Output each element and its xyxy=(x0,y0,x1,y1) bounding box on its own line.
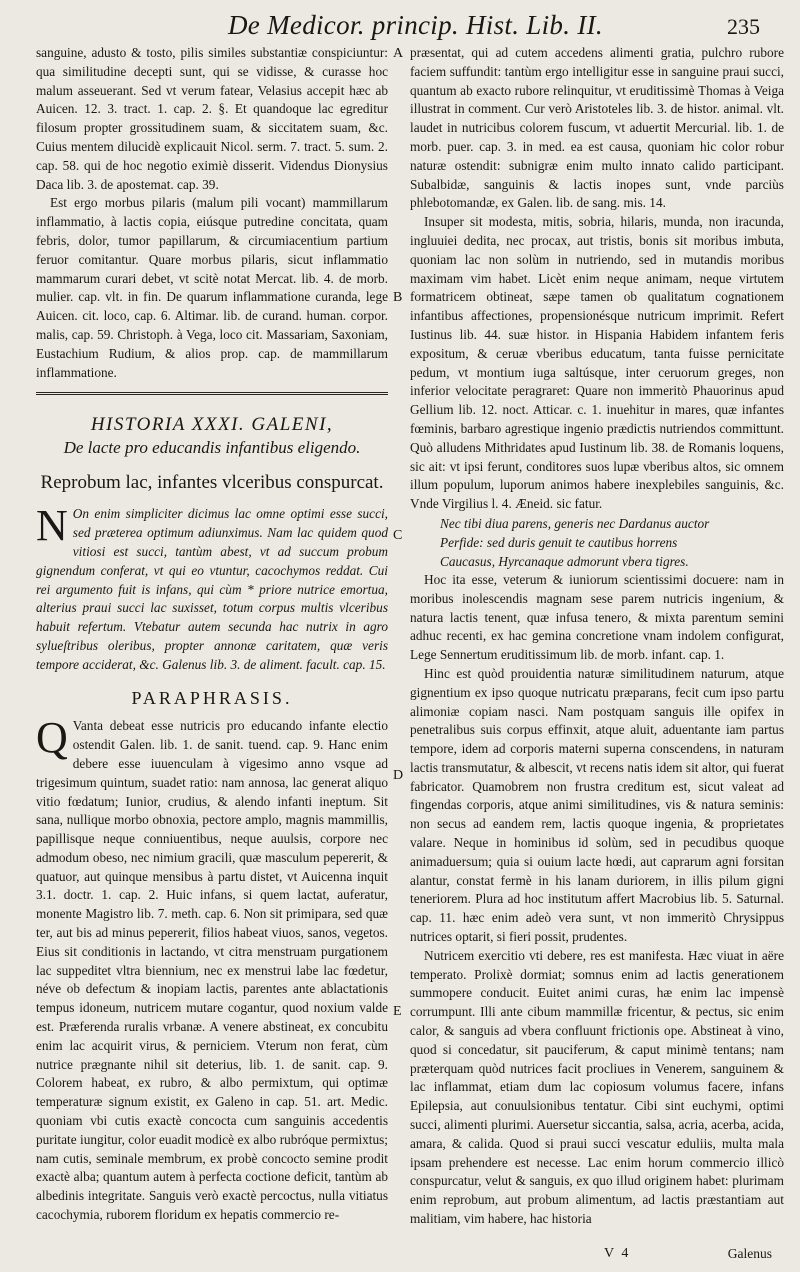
catchword: Galenus xyxy=(727,1246,772,1261)
running-head xyxy=(0,10,800,44)
margin-letter-c: C xyxy=(393,528,403,543)
galen-quote xyxy=(36,501,388,674)
verse-line: Caucasus, Hyrcanaque admorunt vbera tigres. xyxy=(440,553,689,569)
right-paragraph-3: Hoc ita esse, veterum & iuniorum scientissimi docuere: nam in moribus inolescendis magnam sese parem nutricis ingenium, & natura lactis tenent, quæ infusa tenero, & mixta parentum semini adhuc recenti, ex hac gemina concretione vnam indolem configurat, Lege Sennertum eruditissimum lib. de morb. infant. cap. 1. xyxy=(410,571,784,663)
right-paragraph-4: Hinc est quòd prouidentia naturæ similitudinem naturum, atque gignentium ex ipso quoque nutricatu præparans, fecit cum ipso partu alimoniæ copiam nasci. Nam postquam sanguis ille opifex in penetralibus suis corpus effinxit, atque aluit, aduentante iam partus tempore, idem ad corporis materni superna conscendens, in naturam lactis transmutatur, & albescit, vt recens natis idem sit altor, qui fuerat fabricator. Quamobrem non frustra creditum est, sicut valeat ad fingendas corporis, atque animi similitudines, vis & natura seminis: non secus ad eandem rem, lactis quoque ingenia, & proprietates valare. Neque in hominibus id solùm, sed in pecudibus quoque animaduersum; quia si ouium lacte hœdi, aut caprarum agni forsitan alantur, constat fermè in his lanam duriorem, in illis pilum gigni teneriorem. Plura ad hoc institutum affert Macrobius lib. 5. Saturnal. cap. 11. hæc enim adeò vera sunt, vt non immeritò Chrysippus nutrices optarit, si fieri possit, prudentes. xyxy=(410,665,784,945)
galen-quote-text: On enim simpliciter dicimus lac omne optimi esse succi, sed præterea optimum adiunximus. Nam lac quidem quod vitiosi est succi, tantùm abest, vt ad succum probum gignendum conferat, vt qui eo vtuntur, cacochymos reddat. Cui rei argumento fuit is infans, qui cùm * priore nutrice emortua, alterius praui succi lac suxisset, totum corpus multis vlceribus habuit refertum. Vtebatur autem secunda hac nutrix in agro sylueſtribus oleribus, propter annonæ caritatem, quæ veris tempore acciderat, &c. Galenus lib. 3. de aliment. facult. cap. 15. xyxy=(36,506,388,672)
paraphrasis-dropcap: Q xyxy=(36,713,68,763)
right-column xyxy=(410,44,784,1229)
page-number: 235 xyxy=(727,14,760,39)
margin-letter-b: B xyxy=(393,290,403,305)
lemma-heading: Reprobum lac, infantes vlceribus conspurcat. xyxy=(40,472,384,494)
margin-letter-d: D xyxy=(393,768,404,783)
historia-title: HISTORIA XXXI. GALENI, xyxy=(90,414,334,436)
right-paragraph-1: præsentat, qui ad cutem accedens alimenti gratia, pulchro rubore faciem suffundit: tantùm ergo intelligitur esse in sanguine praui succi, quantum ab exacto rubore relinquitur, vt eruditissimè Thomas à Veiga illustrat in comment. Cur verò Aristoteles lib. 3. de histor. animal. vlt. laudet in nutricibus colorem fuscum, vt aduertit Mercurial. lib. 1. de morb. puer. cap. 3. in med. ea est causa, quoniam hic color robur naturæ ostendit: subnigræ enim multo innato calido participant. Subalbidæ, sanguinis & lactis inopes sunt, vnde parciùs phlebotomandæ, ex Galen. lib. de sang. mis. 14. xyxy=(410,45,784,211)
right-paragraph-5: Nutricem exercitio vti debere, res est manifesta. Hæc viuat in aëre temperato. Prolixè dormiat; somnus enim ad lactis generationem summopere conducit. Euitet animi curas, hæ enim lac impensè corrumpunt. Illi ante cibum mammillæ fricentur, & pectus, sic enim calor, & sanguis ad vbera confluunt frictionis ope. Abstineat à vino, quod si concedatur, sit pauciferum, & caput minimè tentans; nam præterquam quòd nutrices facit procliues in Venerem, sanguinem & lac inflammat, etiam dum lac copiosum volumus facere, infans Epilepsia, aut conuulsionibus tentatur. Cibi sint euchymi, optimi succi, alimenti plurimi. Auersetur siccantia, salsa, acria, acerba, acida, amara, & calida. Quod si praui succi vescatur eduliis, multa mala ipsam prehendere est necesse. Lac enim horum commercio illicò conspurcatur, velut & sanguis, ex quo illud originem habet: plurimam enim reprobum, aut probum alimentum, ad lactis præstantiam aut malitiam, vim habere, hac historia xyxy=(410,947,784,1227)
running-title: De Medicor. princip. Hist. Lib. II. xyxy=(228,10,603,40)
verse-line: Nec tibi diua parens, generis nec Dardanus auctor xyxy=(440,515,710,531)
right-paragraph-2: Insuper sit modesta, mitis, sobria, hilaris, munda, non iracunda, ingluuiei dedita, nec procax, aut tristis, bonis sit moribus imbuta, quoniam lac non solùm in nutriendo, sed in mutandis moribus maximam vim habet. Licèt enim neque animam, neque virtutem formatricem obtineat, sæpe tamen ob qualitatum cognationem infantibus affectiones, propensionésque nutricum imprimit. Refert Iustinus lib. 44. suæ histor. in Hispania Habidem infantem feris expositum, & ceruæ vberibus educatum, tanta fuisse pernicitate pedum, vt montium iuga saltúsque, inter ceruorum greges, non inferior velocitate peragraret: Quare non immeritò Phauorinus apud Gellium lib. 12. noct. Atticar. c. 1. inuehitur in mares, quæ infantes fœminis, barbaro agrestique ingenio prædictis nutriendos committunt. Quò alludens Mithridates apud Iustinum lib. 38. de Romanis loquens, sic ait: vt ipsi ferunt, conditores suos lupæ vberibus altos, sic omnem illum populum, luporum animos habere inexplebiles sanguinis, &c. Vnde Virgilius l. 4. Æneid. sic fatur. xyxy=(410,214,784,512)
margin-letter-a: A xyxy=(393,46,404,61)
paraphrasis-text: Vanta debeat esse nutricis pro educando infante electio ostendit Galen. lib. 1. de sanit. tuend. cap. 9. Hanc enim debere esse iuuenculam à vigesimo anno vsque ad trigesimum quintum, suadet ratio: nam annosa, lac generat aliquo vitio fœdatum; Iunior, crudius, & alendo infanti ineptum. Sit sana, nullique morbo obnoxia, pectore amplo, magnis mammillis, papillisque neque conniuentibus, neque auulsis, corpore nec admodum obeso, nec nimium gracili, quæ masculum pepererit, & quatuor, aut quinque mensibus à partu distet, vt Auicenna inquit 3.1. doctr. 1. cap. 2. Huic infans, si quem lactat, auferatur, monente Magistro lib. 7. meth. cap. 6. Non sit primipara, sed quæ ter, aut bis ad minus pepererit, filios habeat viuos, sanos, vegetos. Eius sit conditionis in lactando, vt citra menstruam purgationem lac suppeditet vltra biennium, nec ex menstrui labe lac fœdetur, néve ob defectum & inopiam lactis, parentes ante ablactationis tempus idoneum, nutricem mutare cogantur, quod noxium valde est. Præferenda ruralis vrbanæ. A venere abstineat, ex concubitu enim lac acquirit virus, & perniciem. Vterum non ferat, cùm nutrice prægnante nihil sit deterius, lib. 1. de sanit. cap. 9. Colorem habeat, ex rubro, & albo permixtum, qui optimæ temperaturæ signum existit, ex Galeno in cap. 51. art. Medic. quoniam vbi cutis exactè concocta cum sanguinis accedentis puritate iungitur, color euadit modicè ex albo rubróque permixtus; nam cutis, seminale membrum, ex probè concocto semine prodit exactè alba; quantum autem à perfecta coctione deficit, tantùm ab albedinis integritate. Sanguis verò exactè percoctus, nulla vitiatus cacochymia, ruborem floridum ex hepatis commercio re- xyxy=(36,718,388,1223)
section-rule xyxy=(36,392,388,395)
verse-line: Perfide: sed duris genuit te cautibus horrens xyxy=(440,534,678,550)
virgil-verse xyxy=(410,514,784,571)
left-paragraph-2: Est ergo morbus pilaris (malum pili vocant) mammillarum inflammatio, à lactis copia, eiúsque putredine concitata, quam febris, dolor, tumor papillarum, & circumiacentium partium feruor comitantur. Quare morbus pilaris, sicut inflammatio mammarum curari debet, vt scitè notat Mercat. lib. 4. de morb. mulier. cap. vlt. in fin. De quarum inflammatione curanda, lege Auicen. cit. loco, cap. 6. Altimar. lib. de curand. human. corpor. malis, cap. 59. Christoph. à Vega, loco cit. Massariam, Saxoniam, Eustachium Rudium, & alios prop. cap. de mammillarum inflammatione. xyxy=(36,195,388,380)
historia-subtitle: De lacte pro educandis infantibus eligendo. xyxy=(63,438,361,458)
paraphrasis-paragraph xyxy=(36,713,388,1225)
margin-letter-e: E xyxy=(393,1004,402,1019)
signature-mark: V 4 xyxy=(604,1246,631,1261)
left-paragraph-1: sanguine, adusto & tosto, pilis similes substantiæ conspiciuntur: qua similitudine decepti sunt, qui se vidisse, & curasse hoc malum asseuerant. Sed vt verum fatear, Velasius accepit hæc ab Auicen. 12. 3. tract. 1. cap. 2. §. Et quandoque lac egreditur filosum propter grossitudinem suam, & siccitatem suam, &c. Cuius mentem dilucidè explicauit Nicol. serm. 7. tract. 5. sum. 2. cap. 58. qui de hoc negotio eximiè disserit. Videndus Dionysius Daca lib. 3. de apostemat. cap. 39. xyxy=(36,45,388,192)
galen-dropcap: N xyxy=(36,501,68,551)
paraphrasis-heading: PARAPHRASIS. xyxy=(131,687,293,708)
left-column xyxy=(36,44,388,1225)
